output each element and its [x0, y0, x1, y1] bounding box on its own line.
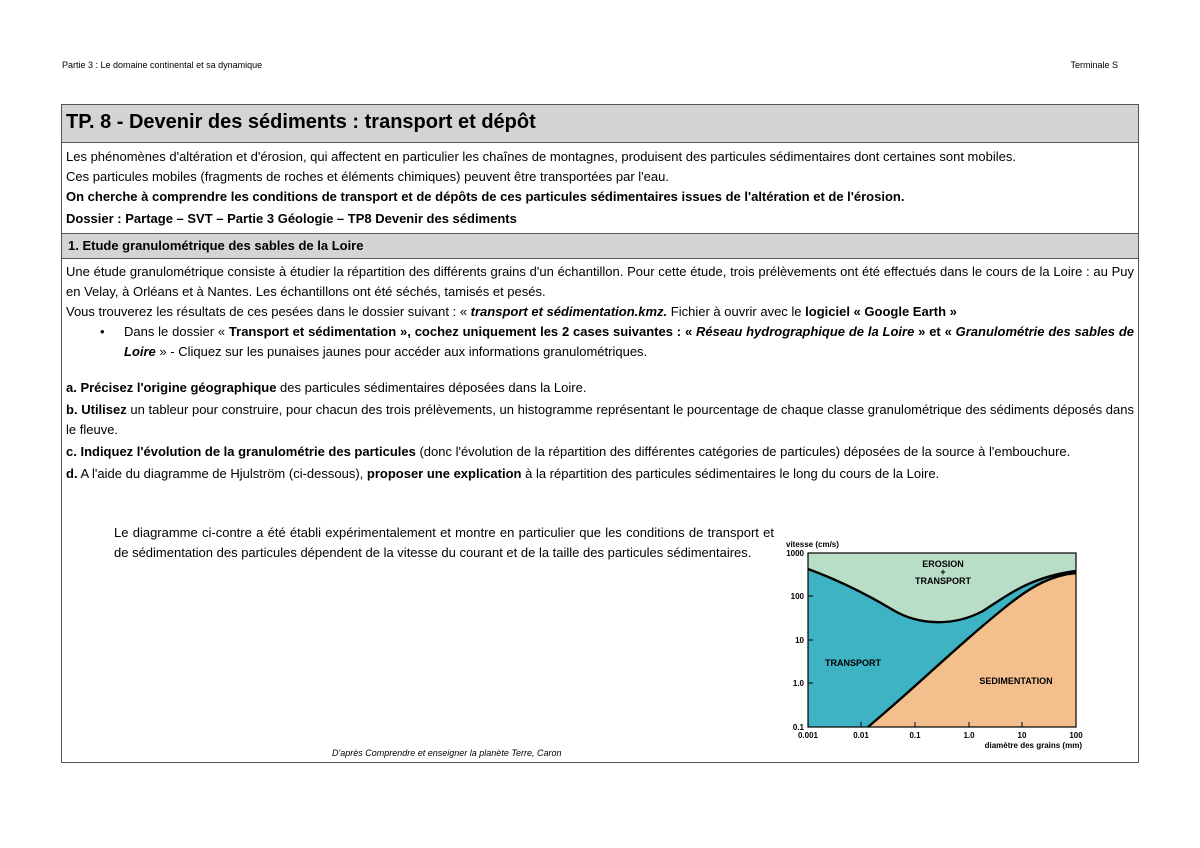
- kmz-file-name: transport et sédimentation.kmz.: [470, 304, 668, 319]
- x-tick-label: 10: [1017, 731, 1027, 740]
- erosion-transport-label: TRANSPORT: [915, 576, 971, 586]
- question-d: d. A l'aide du diagramme de Hjulström (ci-dessous), proposer une explication à la répartition des particules sédimentaires le long du cours de la Loire.: [66, 466, 940, 481]
- x-tick-label: 0.1: [909, 731, 921, 740]
- bullet-icon: •: [100, 324, 105, 339]
- x-tick-label: 0.001: [797, 731, 819, 740]
- x-tick-label: 100: [1069, 731, 1083, 740]
- question-b: b. Utilisez un tableur pour construire, pour chacun des trois prélèvements, un histogramme représentant le pourcentage de chaque classe granulométrique des sédiments déposés dans le fleuve.: [66, 402, 1134, 437]
- section-paragraph-1: Une étude granulométrique consiste à étudier la répartition des différents grains d'un échantillon. Pour cette étude, trois prélèvements ont été effectués dans le cours de la Loire : au Puy en Velay, à Orléans et à Nantes. Les échantillons ont été séchés, tamisés et pesés.: [66, 264, 1134, 299]
- y-tick-label: 100: [790, 592, 804, 601]
- section-heading: [62, 233, 1138, 259]
- y-axis-label: vitesse (cm/s): [786, 540, 839, 549]
- software-name: logiciel « Google Earth »: [805, 304, 957, 319]
- x-axis-label: diamètre des grains (mm): [984, 741, 1082, 750]
- worksheet-frame: [61, 104, 1139, 763]
- dossier-path: Dossier : Partage – SVT – Partie 3 Géologie – TP8 Devenir des sédiments: [66, 211, 517, 226]
- page-title: TP. 8 - Devenir des sédiments : transport et dépôt: [62, 105, 1138, 143]
- page-header-right: Terminale S: [1070, 60, 1118, 70]
- intro-line-2: Ces particules mobiles (fragments de roches et éléments chimiques) peuvent être transportées par l'eau.: [66, 169, 669, 184]
- section-heading-label: 1. Etude granulométrique des sables de la Loire: [68, 238, 364, 253]
- y-tick-label: 10: [795, 636, 804, 645]
- x-tick-label: 1.0: [963, 731, 975, 740]
- sedimentation-label: SEDIMENTATION: [979, 676, 1053, 686]
- diagram-credit: D'après Comprendre et enseigner la planète Terre, Caron: [332, 748, 562, 758]
- section-paragraph-2: Vous trouverez les résultats de ces pesées dans le dossier suivant : « transport et sédimentation.kmz. Fichier à ouvrir avec le logiciel « Google Earth »: [66, 304, 957, 319]
- diagram-description: Le diagramme ci-contre a été établi expérimentalement et montre en particulier que les conditions de transport et de sédimentation des particules dépendent de la vitesse du courant et de la taille des particules sédimentaires.: [114, 525, 774, 560]
- intro-line-1: Les phénomènes d'altération et d'érosion, qui affectent en particulier les chaînes de montagnes, produisent des particules sédimentaires dont certaines sont mobiles.: [66, 149, 1016, 164]
- y-tick-label: 1.0: [792, 679, 804, 688]
- question-c: c. Indiquez l'évolution de la granulométrie des particules (donc l'évolution de la répartition des différentes catégories de particules) déposées de la source à l'embouchure.: [66, 444, 1071, 459]
- erosion-plus: +: [940, 567, 946, 577]
- transport-label: TRANSPORT: [825, 658, 881, 668]
- instruction-bullet: • Dans le dossier « Transport et sédimentation », cochez uniquement les 2 cases suivantes : « Réseau hydrographique de la Loire » et « Granulométrie des sables de Loire » - Cliquez sur les punaises jaunes pour accéder aux informations granulométriques.: [100, 324, 1135, 359]
- erosion-label: EROSION: [922, 559, 964, 569]
- question-a: a. Précisez l'origine géographique des particules sédimentaires déposées dans la Loire.: [66, 380, 587, 395]
- y-tick-label: 0.1: [792, 723, 804, 732]
- hjulstrom-diagram: [768, 535, 1088, 757]
- page-header-left: Partie 3 : Le domaine continental et sa dynamique: [62, 60, 263, 70]
- intro-objective: On cherche à comprendre les conditions de transport et de dépôts de ces particules sédimentaires issues de l'altération et de l'érosion.: [66, 189, 905, 204]
- y-tick-label: 1000: [786, 549, 804, 558]
- x-tick-label: 0.01: [853, 731, 869, 740]
